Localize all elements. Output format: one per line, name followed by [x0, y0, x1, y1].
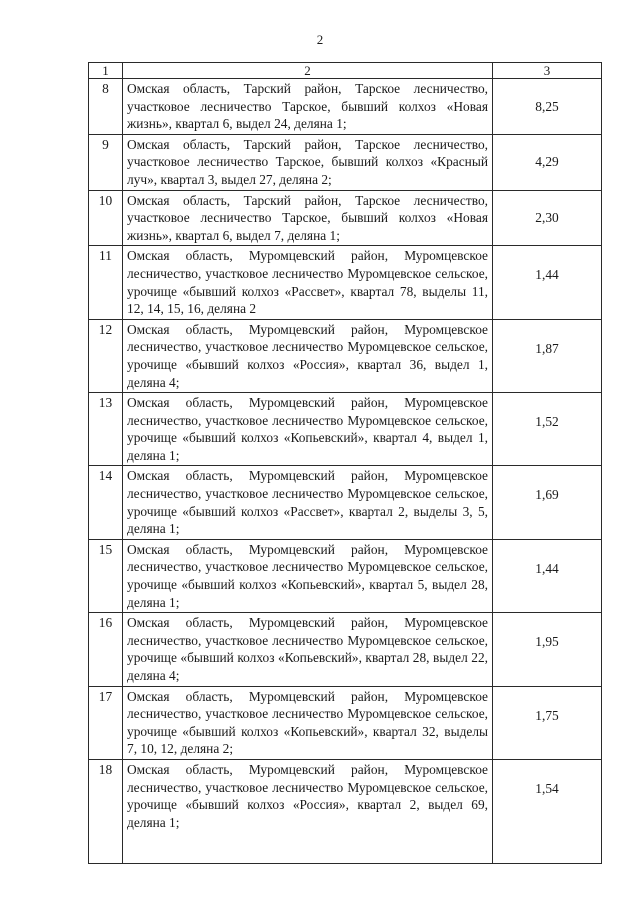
table-row [89, 759, 602, 863]
row-number: 17 [89, 686, 123, 759]
table-row [89, 134, 602, 190]
column-header-number: 1 [89, 63, 123, 79]
row-area: 1,95 [493, 613, 602, 686]
table-row [89, 686, 602, 759]
row-number: 10 [89, 190, 123, 246]
row-location: Омская область, Тарский район, Тарское лесничество, участковое лесничество Тарское, бывший колхоз «Новая жизнь», квартал 6, выдел 7, деляна 1; [123, 190, 493, 246]
column-header-location: 2 [123, 63, 493, 79]
table-row [89, 393, 602, 466]
row-location: Омская область, Тарский район, Тарское лесничество, участковое лесничество Тарское, бывший колхоз «Новая жизнь», квартал 6, выдел 24, деляна 1; [123, 79, 493, 135]
table-row [89, 613, 602, 686]
row-area: 1,75 [493, 686, 602, 759]
row-number: 9 [89, 134, 123, 190]
row-number: 18 [89, 759, 123, 863]
row-location: Омская область, Тарский район, Тарское лесничество, участковое лесничество Тарское, бывший колхоз «Красный луч», квартал 3, выдел 27, деляна 2; [123, 134, 493, 190]
table-row [89, 466, 602, 539]
row-location: Омская область, Муромцевский район, Муромцевское лесничество, участковое лесничество Муромцевское сельское, урочище «бывший колхоз «Россия», квартал 2, выдел 69, деляна 1; [123, 759, 493, 863]
table-row [89, 539, 602, 612]
row-number: 12 [89, 319, 123, 392]
row-area: 1,87 [493, 319, 602, 392]
table-row [89, 190, 602, 246]
land-plots-table [88, 62, 602, 864]
row-area: 1,44 [493, 246, 602, 319]
row-number: 14 [89, 466, 123, 539]
row-location: Омская область, Муромцевский район, Муромцевское лесничество, участковое лесничество Муромцевское сельское, урочище «бывший колхоз «Рассвет», квартал 78, выделы 11, 12, 14, 15, 16, деляна 2 [123, 246, 493, 319]
row-number: 11 [89, 246, 123, 319]
table-row [89, 319, 602, 392]
row-number: 13 [89, 393, 123, 466]
row-area: 1,52 [493, 393, 602, 466]
row-location: Омская область, Муромцевский район, Муромцевское лесничество, участковое лесничество Муромцевское сельское, урочище «бывший колхоз «Копьевский», квартал 5, выдел 28, деляна 1; [123, 539, 493, 612]
row-location: Омская область, Муромцевский район, Муромцевское лесничество, участковое лесничество Муромцевское сельское, урочище «бывший колхоз «Россия», квартал 36, выдел 1, деляна 4; [123, 319, 493, 392]
table-row [89, 79, 602, 135]
row-location: Омская область, Муромцевский район, Муромцевское лесничество, участковое лесничество Муромцевское сельское, урочище «бывший колхоз «Рассвет», квартал 2, выделы 3, 5, деляна 1; [123, 466, 493, 539]
table-row [89, 246, 602, 319]
row-area: 1,54 [493, 759, 602, 863]
column-header-area: 3 [493, 63, 602, 79]
row-area: 4,29 [493, 134, 602, 190]
row-location: Омская область, Муромцевский район, Муромцевское лесничество, участковое лесничество Муромцевское сельское, урочище «бывший колхоз «Копьевский», квартал 32, выделы 7, 10, 12, деляна 2; [123, 686, 493, 759]
row-location: Омская область, Муромцевский район, Муромцевское лесничество, участковое лесничество Муромцевское сельское, урочище «бывший колхоз «Копьевский», квартал 28, выдел 22, деляна 4; [123, 613, 493, 686]
row-number: 16 [89, 613, 123, 686]
table-header-row [89, 63, 602, 79]
row-location: Омская область, Муромцевский район, Муромцевское лесничество, участковое лесничество Муромцевское сельское, урочище «бывший колхоз «Копьевский», квартал 4, выдел 1, деляна 1; [123, 393, 493, 466]
row-area: 1,69 [493, 466, 602, 539]
row-number: 8 [89, 79, 123, 135]
row-area: 1,44 [493, 539, 602, 612]
row-area: 2,30 [493, 190, 602, 246]
page-number: 2 [316, 32, 324, 47]
row-number: 15 [89, 539, 123, 612]
row-area: 8,25 [493, 79, 602, 135]
